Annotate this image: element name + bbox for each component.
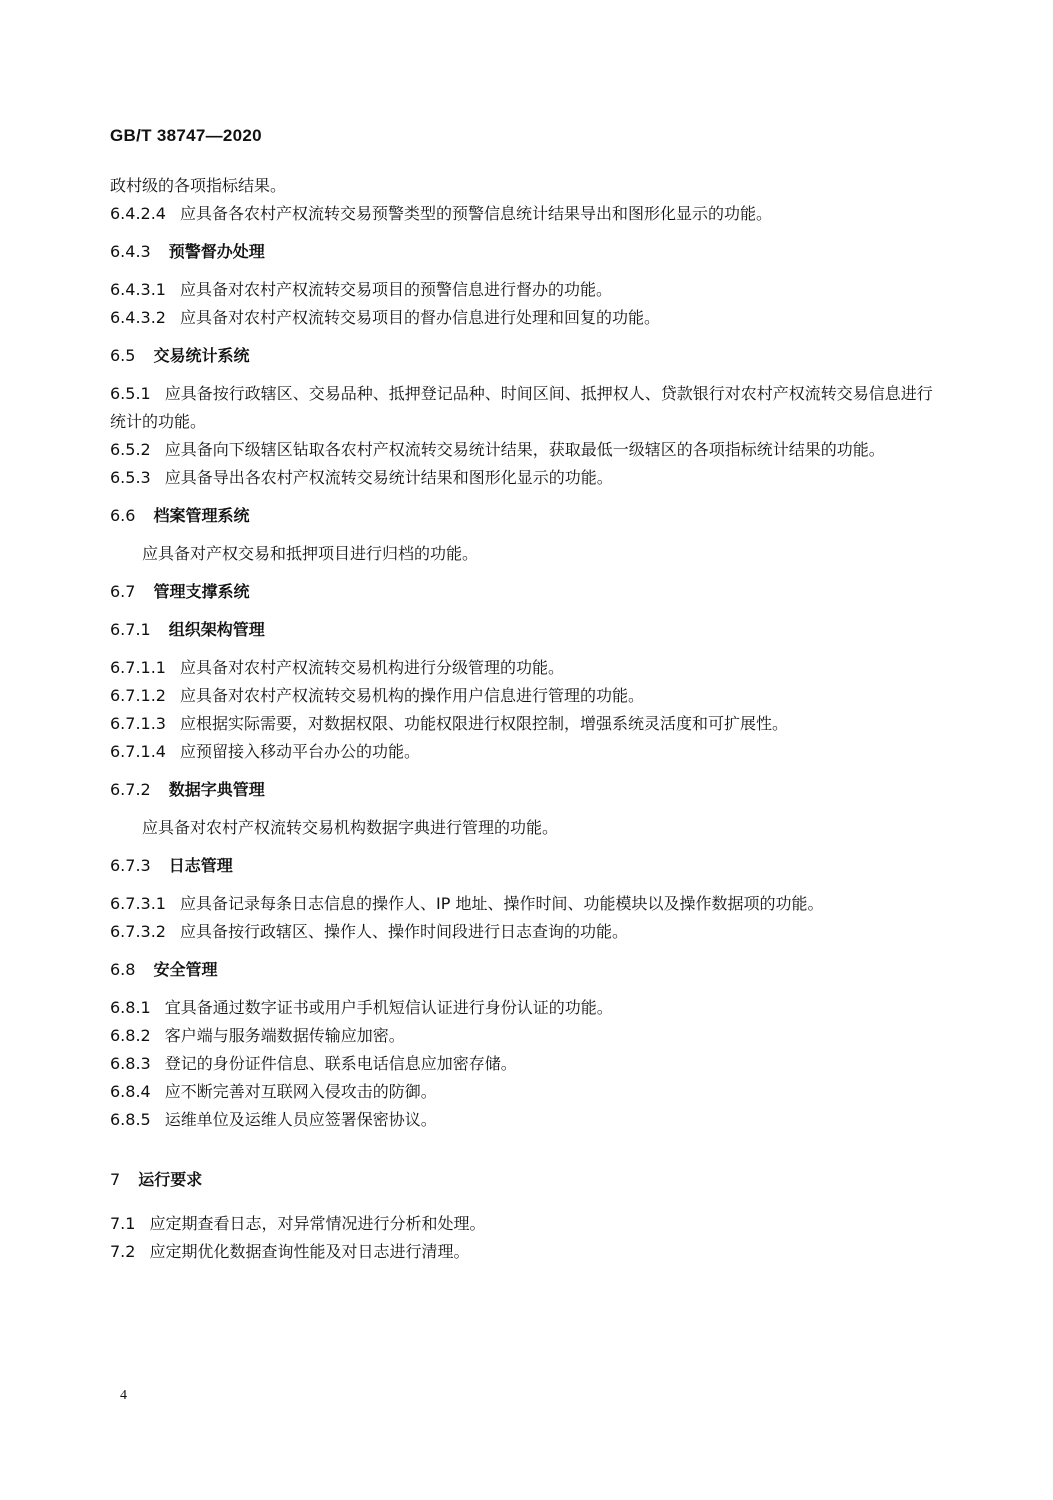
clause-text: 档案管理系统 (153, 506, 250, 525)
clause-number: 6.5.1 (110, 384, 151, 403)
clause-text: 应具备对农村产权流转交易机构进行分级管理的功能。 (179, 658, 564, 677)
clause-number: 6.5 (110, 346, 136, 365)
clause-number: 6.5.2 (110, 440, 151, 459)
clause-paragraph (110, 654, 940, 682)
clause-number: 6.8.1 (110, 998, 151, 1017)
section-heading (110, 238, 940, 266)
page-number: 4 (120, 1388, 127, 1403)
clause-text: 应具备对产权交易和抵押项目进行归档的功能。 (142, 544, 479, 563)
clause-text: 应具备对农村产权流转交易机构数据字典进行管理的功能。 (142, 818, 559, 837)
clause-number: 6.7.3 (110, 856, 151, 875)
clause-text: 应定期查看日志，对异常情况进行分析和处理。 (149, 1214, 486, 1233)
clause-paragraph (110, 814, 940, 842)
clause-text: 客户端与服务端数据传输应加密。 (164, 1026, 405, 1045)
clause-text: 数据字典管理 (168, 780, 265, 799)
clause-text: 应具备记录每条日志信息的操作人、IP 地址、操作时间、功能模块以及操作数据项的功能。 (179, 894, 824, 913)
clause-text: 宜具备通过数字证书或用户手机短信认证进行身份认证的功能。 (164, 998, 613, 1017)
clause-number: 6.4.3.2 (110, 308, 166, 327)
clause-paragraph (110, 436, 940, 464)
clause-paragraph (110, 994, 940, 1022)
clause-paragraph (110, 304, 940, 332)
clause-number: 7.1 (110, 1214, 136, 1233)
section-heading (110, 578, 940, 606)
clause-paragraph (110, 1210, 940, 1238)
clause-paragraph (110, 276, 940, 304)
clause-text: 登记的身份证件信息、联系电话信息应加密存储。 (164, 1054, 517, 1073)
clause-text: 应定期优化数据查询性能及对日志进行清理。 (149, 1242, 470, 1261)
clause-paragraph (110, 738, 940, 766)
clause-text: 应具备对农村产权流转交易机构的操作用户信息进行管理的功能。 (179, 686, 644, 705)
clause-paragraph (110, 1022, 940, 1050)
clause-number: 6.6 (110, 506, 136, 525)
document-body (110, 172, 940, 1266)
clause-number: 6.7 (110, 582, 136, 601)
clause-number: 6.7.1.3 (110, 714, 166, 733)
clause-number: 6.7.3.2 (110, 922, 166, 941)
clause-text: 运维单位及运维人员应签署保密协议。 (164, 1110, 437, 1129)
clause-text: 预警督办处理 (168, 242, 265, 261)
clause-number: 6.8.3 (110, 1054, 151, 1073)
clause-text: 运行要求 (138, 1170, 203, 1189)
clause-text: 应不断完善对互联网入侵攻击的防御。 (164, 1082, 437, 1101)
clause-number: 6.8.4 (110, 1082, 151, 1101)
clause-number: 6.4.3.1 (110, 280, 166, 299)
clause-paragraph (110, 1106, 940, 1134)
clause-paragraph (110, 380, 940, 436)
clause-text: 管理支撑系统 (153, 582, 250, 601)
clause-paragraph (110, 172, 940, 200)
clause-text: 应具备按行政辖区、操作人、操作时间段进行日志查询的功能。 (179, 922, 628, 941)
clause-number: 6.7.1.1 (110, 658, 166, 677)
clause-number: 6.7.2 (110, 780, 151, 799)
clause-text: 应具备对农村产权流转交易项目的预警信息进行督办的功能。 (179, 280, 612, 299)
clause-text: 应根据实际需要，对数据权限、功能权限进行权限控制，增强系统灵活度和可扩展性。 (179, 714, 788, 733)
section-heading (110, 616, 940, 644)
clause-number: 6.4.2.4 (110, 204, 166, 223)
section-heading (110, 776, 940, 804)
clause-text: 应具备导出各农村产权流转交易统计结果和图形化显示的功能。 (164, 468, 613, 487)
clause-number: 6.7.1.4 (110, 742, 166, 761)
clause-paragraph (110, 200, 940, 228)
clause-text: 交易统计系统 (153, 346, 250, 365)
section-heading (110, 342, 940, 370)
section-heading (110, 852, 940, 880)
clause-text: 应预留接入移动平台办公的功能。 (179, 742, 420, 761)
clause-paragraph (110, 464, 940, 492)
clause-number: 6.7.1 (110, 620, 151, 639)
standard-number: GB/T 38747—2020 (110, 126, 262, 145)
clause-number: 6.7.3.1 (110, 894, 166, 913)
section-heading (110, 956, 940, 984)
clause-text: 应具备各农村产权流转交易预警类型的预警信息统计结果导出和图形化显示的功能。 (179, 204, 772, 223)
clause-text: 组织架构管理 (168, 620, 265, 639)
clause-text: 政村级的各项指标结果。 (110, 176, 287, 195)
clause-paragraph (110, 1238, 940, 1266)
clause-number: 6.4.3 (110, 242, 151, 261)
clause-number: 7.2 (110, 1242, 136, 1261)
section-heading (110, 1166, 940, 1194)
clause-number: 6.7.1.2 (110, 686, 166, 705)
clause-paragraph (110, 540, 940, 568)
clause-paragraph (110, 1050, 940, 1078)
clause-number: 7 (110, 1170, 121, 1189)
clause-number: 6.5.3 (110, 468, 151, 487)
clause-text: 应具备对农村产权流转交易项目的督办信息进行处理和回复的功能。 (179, 308, 660, 327)
clause-number: 6.8.2 (110, 1026, 151, 1045)
clause-text: 日志管理 (168, 856, 233, 875)
clause-text: 应具备按行政辖区、交易品种、抵押登记品种、时间区间、抵押权人、贷款银行对农村产权流转交易信息进行统计的功能。 (110, 384, 933, 431)
clause-paragraph (110, 918, 940, 946)
clause-text: 应具备向下级辖区钻取各农村产权流转交易统计结果，获取最低一级辖区的各项指标统计结果的功能。 (164, 440, 885, 459)
clause-paragraph (110, 890, 940, 918)
clause-paragraph (110, 1078, 940, 1106)
clause-paragraph (110, 682, 940, 710)
section-heading (110, 502, 940, 530)
clause-text: 安全管理 (153, 960, 218, 979)
clause-number: 6.8 (110, 960, 136, 979)
clause-paragraph (110, 710, 940, 738)
clause-number: 6.8.5 (110, 1110, 151, 1129)
